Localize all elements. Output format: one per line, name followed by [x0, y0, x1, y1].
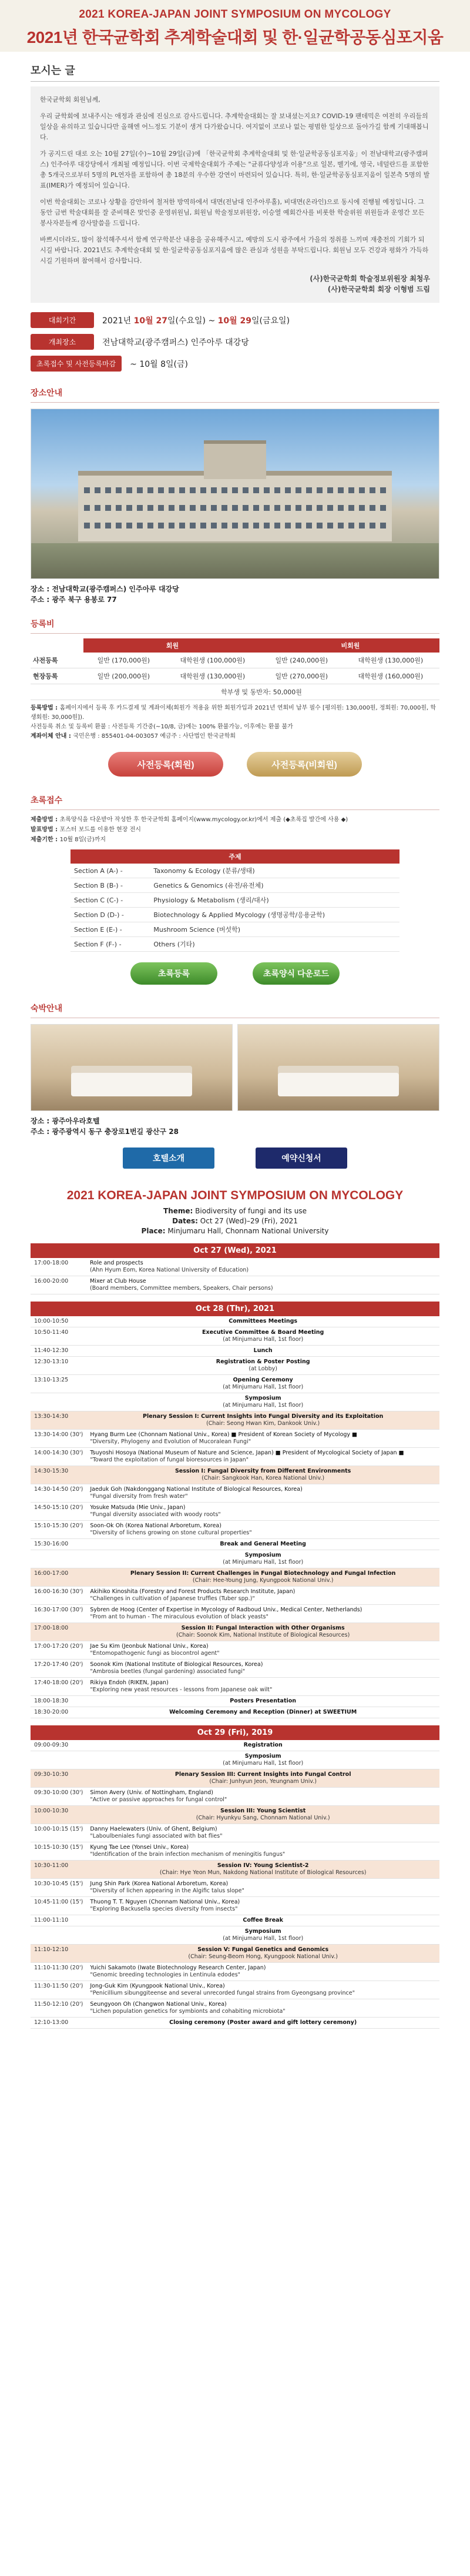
schedule-content	[86, 1678, 439, 1696]
schedule-title: Jaeduk Goh (Nakdonggang National Institute of Biological Resources, Korea)	[90, 1486, 303, 1493]
schedule-title: Closing ceremony (Poster award and gift lottery ceremony)	[169, 2019, 357, 2026]
schedule-subtitle: (at Minjumaru Hall, 1st floor)	[223, 1935, 304, 1942]
day-header: Oct 29 (Fri), 2019	[31, 1725, 439, 1740]
info-row-deadline	[31, 356, 439, 372]
schedule-content	[86, 1587, 439, 1605]
schedule-content	[86, 1623, 439, 1641]
schedule-content	[86, 1751, 439, 1769]
schedule-content	[86, 1466, 439, 1484]
schedule-row	[31, 1926, 439, 1945]
schedule-row	[31, 1696, 439, 1707]
schedule-time: 17:00-18:00	[31, 1623, 86, 1641]
schedule-time	[31, 1751, 86, 1769]
schedule-row	[31, 1430, 439, 1448]
abstract-table-head: 주제	[70, 849, 400, 864]
schedule-content	[86, 1276, 439, 1294]
schedule-row	[31, 1842, 439, 1861]
header-title-kr: 2021년 한국균학회 추계학술대회 및 한·일균학공동심포지움	[26, 28, 444, 46]
schedule-time: 13:30-14:00 (30')	[31, 1430, 86, 1448]
schedule-subtitle: "From ant to human - The miraculous evolution of black yeasts"	[90, 1614, 268, 1620]
header-banner	[0, 0, 470, 52]
schedule-content	[86, 1740, 439, 1751]
schedule-content	[86, 1316, 439, 1327]
schedule-time: 18:00-18:30	[31, 1696, 86, 1707]
schedule-row	[31, 1466, 439, 1484]
schedule-time: 10:45-11:00 (15')	[31, 1897, 86, 1915]
fee-row: 현장등록 일반 (200,000원) 대학원생 (130,000원) 일반 (270,000원) 대학원생 (160,000원)	[31, 668, 439, 684]
schedule-title: Mixer at Club House	[90, 1278, 146, 1284]
schedule-subtitle: (Chair: Hye Yeon Mun, Nakdong National Institute of Biological Resources)	[159, 1869, 367, 1876]
schedule-time: 09:30-10:30	[31, 1769, 86, 1788]
hotel-buttons	[31, 1148, 439, 1169]
schedule-row	[31, 1769, 439, 1788]
schedule-title: Session IV: Young Scientist-2	[217, 1862, 309, 1869]
event-info	[31, 312, 439, 372]
schedule-row	[31, 1897, 439, 1915]
schedule-time: 12:30-13:10	[31, 1357, 86, 1375]
greeting-paragraph: 바쁘시더라도, 많이 참석해주셔서 함께 연구학분산 내용을 공유해주시고, 예방의 도시 광주에서 가을의 정취를 느끼며 재충전의 기회가 되시길 바랍니다. 2021년도 추계학술대회 및 한·일균학공동심포지움에 많은 관심과 성원을 부탁드립니다. 회원님 모두 건강과 평화가 가득하시길 기원하며 참여해서 감사합니다.	[40, 236, 429, 265]
schedule-content	[86, 1981, 439, 1999]
schedule-content	[86, 1448, 439, 1466]
schedule-title: Soonok Kim (National Institute of Biological Resources, Korea)	[90, 1661, 263, 1668]
schedule-row	[31, 1945, 439, 1963]
topic-row: Section B (B-) - Genetics & Genomics (유전/유전체)	[70, 878, 400, 893]
schedule-title: Posters Presentation	[230, 1698, 297, 1704]
abstract-topic-table	[70, 849, 400, 952]
schedule-time	[31, 1393, 86, 1411]
greeting-section	[0, 62, 470, 2029]
schedule-row	[31, 1788, 439, 1806]
schedule-row	[31, 1587, 439, 1605]
venue-place-line: 장소 : 전남대학교(광주캠퍼스) 인주아루 대강당	[31, 585, 179, 593]
schedule-row	[31, 1448, 439, 1466]
schedule-content	[86, 1999, 439, 2018]
schedule-content	[86, 1879, 439, 1897]
schedule-time: 11:40-12:30	[31, 1346, 86, 1357]
schedule-subtitle: "Identification of the brain infection mechanism of meningitis fungus"	[90, 1851, 286, 1858]
schedule-content	[86, 1605, 439, 1623]
greeting-signature	[40, 273, 430, 295]
schedule-title: Symposium	[244, 1753, 281, 1759]
schedule-time: 11:00-11:10	[31, 1915, 86, 1926]
schedule-title: Tsuyoshi Hosoya (National Museum of Nature and Science, Japan) ■ President of Mycological Society of Japan ■	[90, 1450, 404, 1456]
schedule-time: 12:10-13:00	[31, 2018, 86, 2029]
schedule-time: 16:00-20:00	[31, 1276, 86, 1294]
info-row-venue	[31, 334, 439, 350]
schedule-subtitle: (at Minjumaru Hall, 1st floor)	[223, 1559, 304, 1565]
schedule-subtitle: (Chair: Sangkook Han, Korea National Univ.)	[202, 1475, 325, 1481]
program-title: 2021 KOREA-JAPAN JOINT SYMPOSIUM ON MYCOLOGY	[66, 1189, 404, 1202]
schedule-row	[31, 1521, 439, 1539]
schedule-content	[86, 1503, 439, 1521]
schedule-subtitle: "Exploring Backusella species diversity from insects"	[90, 1906, 238, 1912]
schedule-row	[31, 1605, 439, 1623]
schedule-title: Kyung Tae Lee (Yonsei Univ., Korea)	[90, 1844, 189, 1851]
schedule-title: Thuong T. T. Nguyen (Chonnam National Univ., Korea)	[90, 1899, 240, 1905]
greeting-title: 모시는 글	[31, 62, 439, 82]
schedule-content	[86, 1806, 439, 1824]
abstract-buttons	[31, 962, 439, 985]
schedule-time	[31, 1926, 86, 1945]
deadline-value: ~ 10월 8일(금)	[130, 359, 189, 369]
program-header	[31, 1189, 439, 1236]
venue-value: 전남대학교(광주캠퍼스) 인주아루 대강당	[102, 337, 249, 347]
schedule-row	[31, 2018, 439, 2029]
schedule-title: Soon-Ok Oh (Korea National Arboretum, Korea)	[90, 1523, 221, 1529]
schedule-row	[31, 1915, 439, 1926]
schedule-time: 16:00-17:00	[31, 1568, 86, 1587]
schedule-content	[86, 1897, 439, 1915]
schedule-subtitle: "Diversity of lichen appearing in the Algific talus slope"	[90, 1888, 244, 1894]
schedule-subtitle: (Ahn Hyum Eom, Korea National University of Education)	[90, 1267, 249, 1273]
fee-head-nonmember: 비회원	[261, 638, 439, 653]
schedule-content	[86, 1375, 439, 1393]
schedule-content	[86, 1539, 439, 1550]
schedule-row	[31, 1327, 439, 1346]
reservation-form-button[interactable]: 예약신청서	[256, 1148, 347, 1169]
schedule-subtitle: "Entomopathogenic fungi as biocontrol agent"	[90, 1650, 220, 1657]
schedule-title: Akihiko Kinoshita (Forestry and Forest Products Research Institute, Japan)	[90, 1588, 296, 1595]
venue-photo	[31, 409, 439, 579]
schedule-title: Danny Haelewaters (Univ. of Ghent, Belgium)	[90, 1826, 217, 1832]
schedule-title: Break and General Meeting	[220, 1541, 306, 1547]
schedule-title: Sybren de Hoog (Center of Expertise in Mycology of Radboud Univ., Medical Center, Netherlands)	[90, 1607, 362, 1613]
hotel-info-button[interactable]: 호텔소개	[123, 1148, 214, 1169]
location-title: 장소안내	[31, 387, 439, 403]
schedule-subtitle: "Genomic breeding technologies in Lentinula edodes"	[90, 1972, 241, 1978]
schedule-subtitle: (Chair: Seong Hwan Kim, Dankook Univ.)	[206, 1420, 320, 1427]
day-schedule-table	[31, 1740, 439, 2029]
schedule-title: Lunch	[253, 1347, 273, 1354]
schedule-title: Simon Avery (Univ. of Nottingham, England)	[90, 1789, 213, 1796]
topic-row: Section C (C-) - Physiology & Metabolism (생리/대사)	[70, 893, 400, 908]
schedule-title: Jung Shin Park (Korea National Arboretum, Korea)	[90, 1881, 229, 1887]
schedule-time: 09:00-09:30	[31, 1740, 86, 1751]
schedule-subtitle: (at Minjumaru Hall, 1st floor)	[223, 1402, 304, 1409]
fee-head-member: 회원	[83, 638, 261, 653]
schedule-subtitle: (at Minjumaru Hall, 1st floor)	[223, 1384, 304, 1390]
schedule-row	[31, 1539, 439, 1550]
schedule-title: Symposium	[244, 1928, 281, 1935]
schedule-content	[86, 1915, 439, 1926]
schedule-row	[31, 1357, 439, 1375]
schedule-row	[31, 1316, 439, 1327]
abstract-title: 초록접수	[31, 794, 439, 810]
schedule-subtitle: "Penicillium sibunggiteense and several unrecorded fungal strains from Gyeongsang province"	[90, 1990, 355, 1996]
schedule-subtitle: (Chair: Hyunkyu Sang, Chonnam National Univ.)	[196, 1815, 330, 1821]
schedule-subtitle: "Active or passive approaches for fungal control"	[90, 1796, 227, 1803]
schedule-subtitle: "Lichen population genetics for symbionts and cohabiting microbiota"	[90, 2008, 286, 2015]
schedule-time: 14:00-14:30 (30')	[31, 1448, 86, 1466]
schedule-title: Symposium	[244, 1395, 281, 1401]
schedule-subtitle: "Challenges in cultivation of Japanese truffles (Tuber spp.)"	[90, 1595, 255, 1602]
schedule-title: Jong-Guk Kim (Kyungpook National Univ., Korea)	[90, 1983, 225, 1989]
schedule-content	[86, 1769, 439, 1788]
schedule-content	[86, 1430, 439, 1448]
schedule-title: Executive Committee & Board Meeting	[202, 1329, 324, 1336]
schedule-title: Symposium	[244, 1552, 281, 1558]
schedule-row	[31, 1503, 439, 1521]
schedule-subtitle: "Exploring new yeast resources - lessons from Japanese oak wilt"	[90, 1687, 273, 1693]
schedule-time: 15:30-16:00	[31, 1539, 86, 1550]
schedule-row	[31, 1806, 439, 1824]
header-title-en: 2021 KOREA-JAPAN JOINT SYMPOSIUM ON MYCOLOGY	[79, 8, 391, 21]
schedule-row	[31, 1346, 439, 1357]
fee-notes: 등록방법 : 홈페이지에서 등록 후 카드결제 및 계좌이체(회원가 적용을 위한 회원가입과 2021년 연회비 납부 필수 [평의원: 130,000원, 정회원: 70,000원, 학생회원: 30,000원]). 사전등록 취소 및 등록비 환불 : 사전등록 기간중(~10/8, 금)에는 100% 환불가능, 이후에는 환불 불가 계좌이체 안내 : 국민은행 : 855401-04-003057 예금주 : 사단법인 한국균학회	[31, 705, 437, 740]
schedule-subtitle: (Chair: Junhyun Jeon, Yeungnam Univ.)	[209, 1778, 317, 1785]
schedule-content	[86, 1696, 439, 1707]
schedule-row	[31, 1375, 439, 1393]
schedule-row	[31, 1824, 439, 1842]
schedule-content	[86, 1258, 439, 1276]
schedule-row	[31, 1623, 439, 1641]
schedule-time: 11:10-11:30 (20')	[31, 1963, 86, 1981]
schedule-subtitle: (at Minjumaru Hall, 1st floor)	[223, 1760, 304, 1767]
topic-row: Section F (F-) - Others (기타)	[70, 937, 400, 952]
schedule-time: 09:30-10:00 (30')	[31, 1788, 86, 1806]
schedule-title: Welcoming Ceremony and Reception (Dinner) at SWEETIUM	[169, 1709, 357, 1715]
schedule-content	[86, 1568, 439, 1587]
schedule-subtitle: "Ambrosia beetles (fungal gardening) associated fungi"	[90, 1668, 246, 1675]
schedule-time: 17:00-17:20 (20')	[31, 1641, 86, 1660]
schedule-title: Session V: Fungal Genetics and Genomics	[197, 1946, 329, 1953]
schedule-time: 14:50-15:10 (20')	[31, 1503, 86, 1521]
venue-label: 개최장소	[31, 334, 94, 350]
schedule-time: 16:30-17:00 (30')	[31, 1605, 86, 1623]
hotel-addr-line: 주소 : 광주광역시 동구 충장로1번길 광산구 28	[31, 1128, 179, 1136]
schedule-time: 17:40-18:00 (20')	[31, 1678, 86, 1696]
schedule-title: Rikiya Endoh (RIKEN, Japan)	[90, 1680, 169, 1686]
schedule-row	[31, 1879, 439, 1897]
schedule-row	[31, 1740, 439, 1751]
schedule-title: Session III: Young Scientist	[220, 1808, 306, 1814]
schedule-time	[31, 1550, 86, 1568]
schedule-title: Committees Meetings	[229, 1318, 298, 1324]
schedule-subtitle: (at Lobby)	[249, 1366, 277, 1372]
schedule-subtitle: "Toward the exploitation of fungal bioresources in Japan"	[90, 1457, 249, 1463]
schedule-subtitle: "Diversity of lichens growing on stone cultural properties"	[90, 1530, 252, 1536]
schedule-time: 10:00-10:30	[31, 1806, 86, 1824]
schedule-title: Coffee Break	[243, 1917, 283, 1923]
schedule-subtitle: (Board members, Committee members, Speakers, Chair persons)	[90, 1285, 273, 1292]
venue-addr-line: 주소 : 광주 북구 용봉로 77	[31, 596, 117, 604]
schedule-subtitle: (at Minjumaru Hall, 1st floor)	[223, 1336, 304, 1343]
schedule-title: Registration & Poster Posting	[216, 1359, 310, 1365]
schedule-time: 11:30-11:50 (20')	[31, 1981, 86, 1999]
day-schedule-table	[31, 1316, 439, 1718]
greeting-paragraph: 한국균학회 회원님께,	[40, 96, 100, 103]
schedule-title: Jae Su Kim (Jeonbuk National Univ., Korea)	[90, 1643, 209, 1650]
schedule-time: 10:50-11:40	[31, 1327, 86, 1346]
schedule-row	[31, 1276, 439, 1294]
schedule-time: 16:00-16:30 (30')	[31, 1587, 86, 1605]
schedule-content	[86, 1411, 439, 1430]
schedule-title: Opening Ceremony	[233, 1377, 293, 1383]
schedule-time: 18:30-20:00	[31, 1707, 86, 1718]
schedule-content	[86, 1861, 439, 1879]
schedule-content	[86, 1842, 439, 1861]
schedule-time: 14:30-14:50 (20')	[31, 1484, 86, 1503]
schedule-subtitle: (Chair: Hee-Young Jung, Kyungpook National Univ.)	[192, 1577, 334, 1584]
fees-title: 등록비	[31, 618, 439, 634]
schedule-time: 13:30-14:30	[31, 1411, 86, 1430]
day-header: Oct 28 (Thr), 2021	[31, 1302, 439, 1316]
signature-line: (사)한국균학회 회장 이형범 드림	[327, 285, 430, 293]
deadline-label: 초록접수 및 사전등록마감	[31, 356, 122, 372]
building-shape	[78, 471, 392, 541]
register-member-button[interactable]: 사전등록(회원)	[108, 752, 223, 777]
hotel-address	[31, 1116, 439, 1137]
abstract-download-button[interactable]: 초록양식 다운로드	[253, 962, 340, 985]
schedule-time: 13:10-13:25	[31, 1375, 86, 1393]
schedule-title: Yuichi Sakamoto (Iwate Biotechnology Research Center, Japan)	[90, 1965, 266, 1971]
schedule-time: 10:00-10:50	[31, 1316, 86, 1327]
schedule-content	[86, 1707, 439, 1718]
schedule-content	[86, 1521, 439, 1539]
schedule-content	[86, 2018, 439, 2029]
schedule-title: Session II: Fungal Interaction with Other Organisms	[181, 1625, 345, 1631]
hotel-photos	[31, 1024, 439, 1111]
schedule-time: 17:20-17:40 (20')	[31, 1660, 86, 1678]
schedule-title: Yosuke Matsuda (Mie Univ., Japan)	[90, 1504, 186, 1511]
registration-buttons	[31, 752, 439, 777]
schedule-title: Hyang Burm Lee (Chonnam National Univ., Korea) ■ President of Korean Society of Mycology ■	[90, 1431, 358, 1438]
schedule-subtitle: "Fungal diversity from fresh water"	[90, 1493, 188, 1500]
schedule-title: Session I: Fungal Diversity from Different Environments	[174, 1468, 351, 1474]
topic-row: Section A (A-) - Taxonomy & Ecology (분류/생태)	[70, 864, 400, 878]
schedule-content	[86, 1357, 439, 1375]
greeting-paragraph: 우리 균학회에 보내주시는 애정과 관심에 진심으로 감사드립니다. 추계학술대회는 잘 보내셨는지요? COVID-19 팬데믹은 여전히 우리들의 일상을 유의하고 있습니다만 올해엔 어느정도 기분이 생겨 다가왔습니다. 여지없이 코로나 없는 평범한 일상으로 돌아가길 함께 기대해봅니다.	[40, 112, 429, 141]
schedule-row	[31, 1393, 439, 1411]
schedule-title: Plenary Session I: Current Insights into Fungal Diversity and its Exploitation	[143, 1413, 384, 1420]
schedule-subtitle: (Chair: Soonok Kim, National Institute of Biological Resources)	[176, 1632, 350, 1638]
schedule-content	[86, 1963, 439, 1981]
fee-table	[31, 638, 439, 700]
period-label: 대회기간	[31, 312, 94, 328]
schedule-content	[86, 1393, 439, 1411]
schedule-row	[31, 1568, 439, 1587]
topic-row: Section E (E-) - Mushroom Science (버섯학)	[70, 922, 400, 937]
day-schedule-table	[31, 1258, 439, 1294]
abstract-submit-button[interactable]: 초록등록	[130, 962, 217, 985]
schedule-row	[31, 1484, 439, 1503]
schedule-content	[86, 1788, 439, 1806]
greeting-paragraph: 가 공지드린 대로 오는 10월 27일(수)~10월 29일(금)에 「한국균학회 추계학술대회 및 한·일균학공동심포지움」이 전남대학교(광주캠퍼스) 인주아루 대강당에서 개최될 예정입니다. 이번 국제학술대회가 주제는 "균류다양성과 이용"으로 일본, 벨기에, 영국, 네덜란드를 포함한 총 5개국으로부터 5명의 PL연자를 포함하여 총 18분의 우수한 강연이 마련되어 있습니다. 특히, 한·일균학공동심포지움이 일본측 5명의 발표(IMER)가 예정되어 있습니다.	[40, 150, 430, 189]
schedule-row	[31, 1963, 439, 1981]
schedule-row	[31, 1550, 439, 1568]
schedule-row	[31, 1751, 439, 1769]
schedule-time: 17:00-18:00	[31, 1258, 86, 1276]
schedule-content	[86, 1926, 439, 1945]
schedule-row	[31, 1981, 439, 1999]
schedule-time: 10:15-10:30 (15')	[31, 1842, 86, 1861]
greeting-box	[31, 86, 439, 303]
schedule-title: Seungyoon Oh (Changwon National Univ., Korea)	[90, 2001, 227, 2008]
schedule-content	[86, 1945, 439, 1963]
schedule-title: Registration	[243, 1742, 283, 1748]
schedule-row	[31, 1660, 439, 1678]
register-nonmember-button[interactable]: 사전등록(비회원)	[247, 752, 362, 777]
hotel-photo	[31, 1024, 233, 1111]
info-row-period	[31, 312, 439, 328]
schedule-content	[86, 1484, 439, 1503]
lodging-title: 숙박안내	[31, 1002, 439, 1018]
schedule-time: 11:10-12:10	[31, 1945, 86, 1963]
schedule-subtitle: (Chair: Seung-Beom Hong, Kyungpook National Univ.)	[188, 1953, 338, 1960]
schedule-content	[86, 1660, 439, 1678]
schedule-time: 11:50-12:10 (20')	[31, 1999, 86, 2018]
venue-address	[31, 584, 439, 605]
schedule-content	[86, 1824, 439, 1842]
schedule-subtitle: "Laboulbeniales fungi associated with bat flies"	[90, 1833, 223, 1839]
schedule-row	[31, 1258, 439, 1276]
schedule-content	[86, 1327, 439, 1346]
greeting-paragraph: 이번 학술대회는 코로나 상황을 감안하여 철저한 방역하에서 대면(전남대 인주아루홀), 비대면(온라인)으로 동시에 진행될 예정입니다. 그동안 금번 학술대회를 잘 준비해온 맞인중 운영위원님, 회원님 학술정보위원장, 이승열 예회간사를 비롯한 학술위원 위원들과 운영간 모든 봉사자분들께 감사말씀을 드립니다.	[40, 198, 425, 227]
schedule-time: 15:10-15:30 (20')	[31, 1521, 86, 1539]
schedule-subtitle: "Diversity, Phylogeny and Evolution of Mucoralean Fungi"	[90, 1438, 251, 1445]
schedule-title: Plenary Session II: Current Challenges in Fungal Biotechnology and Fungal Infection	[130, 1570, 396, 1577]
schedule-row	[31, 1999, 439, 2018]
schedule-row	[31, 1861, 439, 1879]
schedule-content	[86, 1346, 439, 1357]
schedule-row	[31, 1678, 439, 1696]
schedule-time: 10:30-10:45 (15')	[31, 1879, 86, 1897]
program-meta: Theme: Biodiversity of fungi and its use Dates: Oct 27 (Wed)–29 (Fri), 2021 Place: Minjumaru Hall, Chonnam National University	[141, 1207, 329, 1235]
abstract-notes: 제출방법 : 초록양식을 다운받아 작성한 후 한국균학회 홈페이지(www.mycology.or.kr)에서 제출 (◆초록집 발간에 사용 ◆) 발표방법 : 포스터 보드를 이용한 현장 전시 제출기한 : 10월 8일(금)까지	[31, 817, 348, 843]
schedule-title: Role and prospects	[90, 1260, 143, 1266]
schedule-content	[86, 1641, 439, 1660]
schedule-time: 10:30-11:00	[31, 1861, 86, 1879]
day-header: Oct 27 (Wed), 2021	[31, 1243, 439, 1258]
fee-row-student: 학부생 및 동반자: 50,000원	[31, 684, 439, 700]
schedule-time: 14:30-15:30	[31, 1466, 86, 1484]
schedule-row	[31, 1411, 439, 1430]
schedule-title: Plenary Session III: Current Insights into Fungal Control	[174, 1771, 351, 1778]
topic-row: Section D (D-) - Biotechnology & Applied Mycology (생명공학/응용균학)	[70, 908, 400, 922]
schedule-subtitle: "Fungal diversity associated with woody roots"	[90, 1511, 221, 1518]
hotel-photo	[237, 1024, 439, 1111]
schedule-row	[31, 1707, 439, 1718]
hotel-place-line: 장소 : 광주아우라호텔	[31, 1117, 100, 1125]
schedule-content	[86, 1550, 439, 1568]
program-schedule	[31, 1243, 439, 2029]
signature-line: (사)한국균학회 학술정보위원장 최청우	[310, 275, 430, 283]
schedule-time: 10:00-10:15 (15')	[31, 1824, 86, 1842]
period-value: 2021년 10월 27일(수요일) ~ 10월 29일(금요일)	[102, 316, 290, 326]
fee-row: 사전등록 일반 (170,000원) 대학원생 (100,000원) 일반 (240,000원) 대학원생 (130,000원)	[31, 653, 439, 668]
schedule-row	[31, 1641, 439, 1660]
